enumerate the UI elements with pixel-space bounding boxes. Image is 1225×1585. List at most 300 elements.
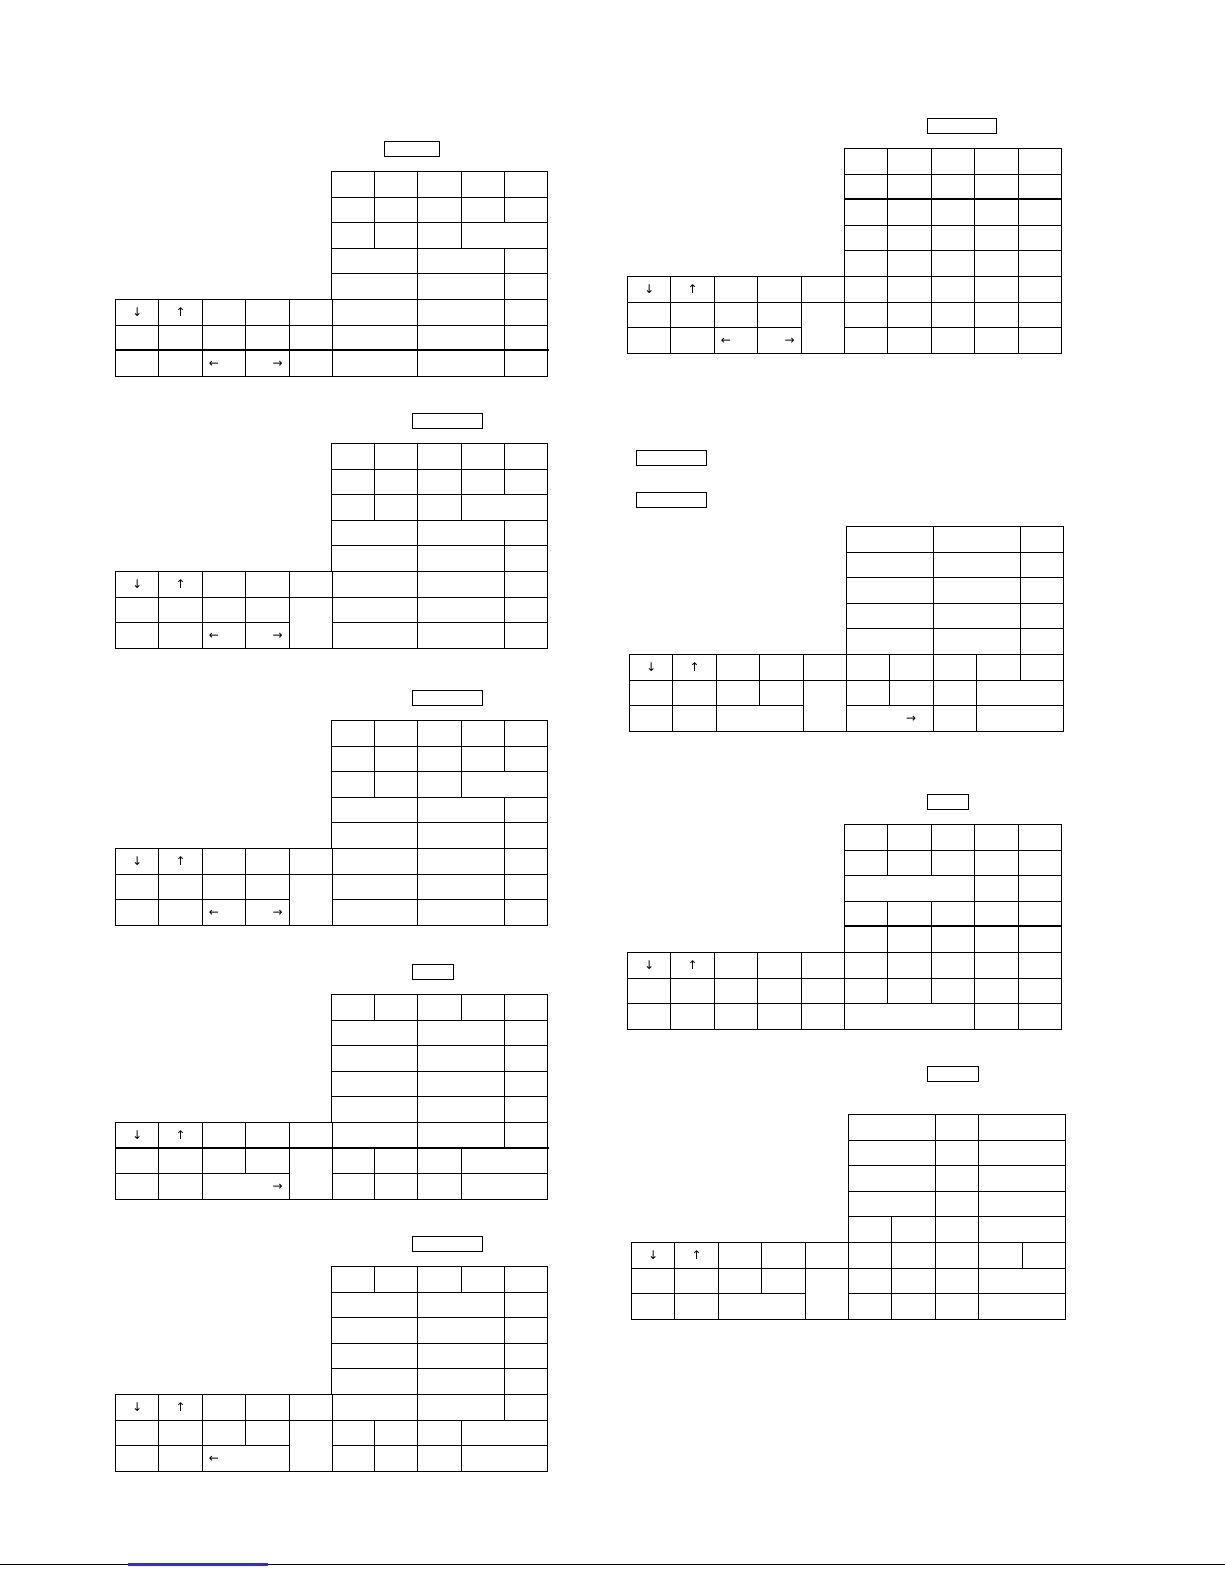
key-cell [245, 874, 289, 901]
key-cell [331, 899, 419, 926]
key-cell [504, 571, 548, 598]
key-cell [672, 705, 716, 732]
key-cell [887, 225, 931, 252]
diagram-label [412, 413, 483, 429]
key-cell [417, 822, 505, 849]
key-cell [331, 822, 419, 849]
key-cell [504, 797, 548, 824]
key-cell [848, 1191, 936, 1218]
key-cell [417, 171, 461, 198]
key-cell [848, 1293, 892, 1320]
key-cell [891, 1216, 935, 1243]
key-cell [202, 299, 246, 326]
key-cell [115, 1173, 159, 1200]
key-cell [202, 325, 246, 352]
key-cell [846, 526, 934, 553]
key-cell [331, 1368, 419, 1395]
key-cell [757, 952, 801, 979]
key-cell [504, 720, 548, 747]
key-cell [417, 1071, 505, 1098]
key-cell [331, 443, 375, 470]
key-cell [245, 571, 289, 598]
arrow-down-icon: ↓ [115, 1122, 159, 1149]
key-cell [887, 327, 931, 354]
key-cell [974, 952, 1018, 979]
key-cell [716, 680, 760, 707]
key-cell [714, 276, 758, 303]
key-cell [374, 994, 418, 1021]
key-cell [887, 926, 931, 953]
key-cell [844, 850, 888, 877]
key-cell [1022, 1242, 1066, 1269]
key-cell [504, 899, 548, 926]
key-cell [931, 302, 975, 329]
diagram-label [927, 794, 969, 810]
key-cell [115, 597, 159, 624]
key-cell [245, 325, 289, 352]
key-cell [374, 1148, 418, 1175]
key-cell [757, 1003, 801, 1030]
key-cell [1018, 199, 1062, 226]
key-cell [417, 520, 505, 547]
key-cell [331, 248, 419, 275]
key-cell [417, 597, 505, 624]
key-cell [674, 1293, 718, 1320]
key-cell [848, 1165, 936, 1192]
key-cell [331, 1420, 375, 1447]
key-cell [504, 874, 548, 901]
key-cell [331, 720, 375, 747]
key-cell [974, 1003, 1018, 1030]
key-cell [716, 705, 804, 732]
key-cell [289, 848, 333, 875]
diagram-label [927, 118, 997, 134]
key-cell [1020, 526, 1064, 553]
key-cell [417, 443, 461, 470]
arrow-up-icon: ↑ [672, 654, 716, 681]
key-cell [374, 746, 418, 773]
key-cell [887, 276, 931, 303]
key-cell [417, 325, 505, 352]
key-cell [759, 654, 803, 681]
key-cell [417, 622, 505, 649]
key-cell [331, 797, 419, 824]
key-cell [974, 850, 1018, 877]
diagram-label [636, 492, 707, 508]
key-cell [627, 978, 671, 1005]
key-cell [803, 680, 847, 732]
key-cell [889, 680, 933, 707]
key-cell [846, 603, 934, 630]
arrow-right-icon: → [245, 899, 289, 926]
key-cell [974, 276, 1018, 303]
key-cell [978, 1114, 1066, 1141]
key-cell [504, 1317, 548, 1344]
key-cell [931, 199, 975, 226]
key-cell [889, 654, 933, 681]
key-cell [331, 222, 375, 249]
key-cell [374, 469, 418, 496]
key-cell [801, 276, 845, 303]
key-cell [714, 952, 758, 979]
key-cell [1018, 174, 1062, 201]
key-cell [757, 302, 801, 329]
arrow-up-icon: ↑ [670, 952, 714, 979]
key-cell [887, 850, 931, 877]
arrow-down-icon: ↓ [627, 276, 671, 303]
arrow-right-icon: → [202, 1173, 290, 1200]
key-cell [417, 874, 505, 901]
key-cell [670, 302, 714, 329]
key-cell [974, 824, 1018, 851]
key-cell [978, 1268, 1066, 1295]
key-cell [461, 197, 505, 224]
divider-line [844, 198, 1061, 200]
key-cell [504, 469, 548, 496]
key-cell [331, 325, 419, 352]
key-cell [289, 874, 333, 926]
key-cell [331, 273, 419, 300]
key-cell [202, 597, 246, 624]
key-cell [504, 1266, 548, 1293]
key-cell [158, 1173, 202, 1200]
key-cell [801, 978, 845, 1005]
key-cell [331, 1173, 375, 1200]
key-cell [331, 1122, 419, 1149]
key-cell [331, 848, 419, 875]
key-cell [331, 469, 375, 496]
key-cell [1018, 901, 1062, 928]
arrow-up-icon: ↑ [158, 1122, 202, 1149]
key-cell [245, 1122, 289, 1149]
arrow-down-icon: ↓ [115, 299, 159, 326]
key-cell [504, 299, 548, 326]
key-cell [1018, 952, 1062, 979]
key-cell [1018, 850, 1062, 877]
key-cell [202, 1122, 246, 1149]
key-cell [115, 350, 159, 377]
key-cell [289, 571, 333, 598]
key-cell [461, 1148, 549, 1175]
key-cell [931, 276, 975, 303]
key-cell [417, 1020, 505, 1047]
key-cell [935, 1191, 979, 1218]
key-cell [331, 1148, 375, 1175]
key-cell [202, 1420, 246, 1447]
key-cell [844, 225, 888, 252]
key-cell [504, 520, 548, 547]
key-cell [374, 171, 418, 198]
key-cell [417, 197, 461, 224]
key-cell [848, 1114, 936, 1141]
key-cell [935, 1268, 979, 1295]
key-cell [844, 302, 888, 329]
arrow-down-icon: ↓ [115, 1394, 159, 1421]
key-cell [1020, 654, 1064, 681]
key-cell [933, 526, 1021, 553]
key-cell [974, 250, 1018, 277]
key-cell [245, 299, 289, 326]
key-cell [245, 1394, 289, 1421]
key-cell [761, 1242, 805, 1269]
key-cell [417, 1045, 505, 1072]
key-cell [1020, 552, 1064, 579]
key-cell [461, 1173, 549, 1200]
key-cell [846, 577, 934, 604]
key-cell [976, 705, 1064, 732]
key-cell [891, 1242, 935, 1269]
key-cell [504, 325, 548, 352]
key-cell [974, 327, 1018, 354]
key-cell [761, 1268, 805, 1295]
arrow-down-icon: ↓ [631, 1242, 675, 1269]
key-cell [504, 622, 548, 649]
key-cell [844, 199, 888, 226]
key-cell [504, 171, 548, 198]
key-cell [504, 1020, 548, 1047]
key-cell [331, 171, 375, 198]
arrow-right-icon: → [245, 622, 289, 649]
key-cell [331, 350, 419, 377]
key-cell [461, 720, 505, 747]
key-cell [1018, 875, 1062, 902]
key-cell [374, 1173, 418, 1200]
key-cell [801, 302, 845, 354]
key-cell [417, 797, 505, 824]
key-cell [974, 901, 1018, 928]
key-cell [887, 824, 931, 851]
key-cell [844, 875, 975, 902]
key-cell [461, 1445, 549, 1472]
key-cell [935, 1140, 979, 1167]
key-cell [978, 1293, 1066, 1320]
key-cell [757, 978, 801, 1005]
key-cell [331, 597, 419, 624]
key-cell [631, 1293, 675, 1320]
key-cell [417, 1122, 505, 1149]
key-cell [158, 1420, 202, 1447]
key-cell [417, 1317, 505, 1344]
key-cell [974, 174, 1018, 201]
key-cell [844, 250, 888, 277]
key-cell [331, 1317, 419, 1344]
key-cell [933, 705, 977, 732]
key-cell [846, 654, 890, 681]
key-cell [202, 1394, 246, 1421]
key-cell [331, 1045, 419, 1072]
key-cell [158, 350, 202, 377]
key-cell [670, 978, 714, 1005]
key-cell [674, 1268, 718, 1295]
key-cell [844, 824, 888, 851]
arrow-down-icon: ↓ [115, 848, 159, 875]
key-cell [844, 327, 888, 354]
key-cell [289, 1420, 333, 1472]
key-cell [417, 746, 461, 773]
key-cell [1018, 276, 1062, 303]
key-cell [974, 875, 1018, 902]
diagram-label [636, 450, 707, 466]
arrow-left-icon: ← [202, 899, 246, 926]
key-cell [805, 1242, 849, 1269]
key-cell [935, 1216, 979, 1243]
key-cell [417, 994, 461, 1021]
key-cell [931, 978, 975, 1005]
key-cell [670, 1003, 714, 1030]
key-cell [504, 822, 548, 849]
key-cell [504, 994, 548, 1021]
diagram-label [927, 1066, 979, 1082]
key-cell [974, 978, 1018, 1005]
key-cell [846, 628, 934, 655]
key-cell [844, 978, 888, 1005]
key-cell [504, 848, 548, 875]
key-cell [417, 1368, 505, 1395]
key-cell [504, 1394, 548, 1421]
key-cell [504, 1071, 548, 1098]
key-cell [331, 746, 375, 773]
key-cell [331, 299, 419, 326]
key-cell [417, 273, 505, 300]
key-cell [417, 720, 461, 747]
key-cell [331, 1394, 419, 1421]
key-cell [931, 225, 975, 252]
key-cell [627, 327, 671, 354]
key-cell [461, 222, 549, 249]
arrow-up-icon: ↑ [158, 571, 202, 598]
key-cell [801, 1003, 845, 1030]
key-cell [289, 597, 333, 649]
key-cell [331, 874, 419, 901]
key-cell [202, 1148, 246, 1175]
key-cell [504, 1368, 548, 1395]
key-cell [931, 926, 975, 953]
key-cell [504, 350, 548, 377]
key-cell [887, 174, 931, 201]
key-cell [1018, 250, 1062, 277]
key-cell [504, 1122, 548, 1149]
key-cell [417, 1096, 505, 1123]
key-cell [245, 597, 289, 624]
key-cell [844, 926, 888, 953]
key-cell [374, 720, 418, 747]
key-cell [933, 603, 1021, 630]
key-cell [461, 171, 505, 198]
key-cell [848, 1140, 936, 1167]
key-cell [848, 1268, 892, 1295]
diagram-label [412, 964, 454, 980]
key-cell [801, 952, 845, 979]
key-cell [844, 952, 888, 979]
key-cell [417, 222, 461, 249]
key-cell [504, 197, 548, 224]
key-cell [289, 1122, 333, 1149]
key-cell [374, 222, 418, 249]
key-cell [461, 1266, 505, 1293]
key-cell [374, 1266, 418, 1293]
key-cell [1018, 327, 1062, 354]
key-cell [848, 1216, 892, 1243]
key-cell [757, 276, 801, 303]
key-cell [974, 225, 1018, 252]
key-cell [1018, 225, 1062, 252]
key-cell [115, 622, 159, 649]
key-cell [289, 1148, 333, 1200]
key-cell [504, 746, 548, 773]
key-cell [887, 901, 931, 928]
key-cell [417, 771, 461, 798]
key-cell [158, 325, 202, 352]
key-cell [417, 1292, 505, 1319]
key-cell [115, 1148, 159, 1175]
key-cell [759, 680, 803, 707]
key-cell [848, 1242, 892, 1269]
key-cell [887, 978, 931, 1005]
key-cell [931, 174, 975, 201]
key-cell [1020, 603, 1064, 630]
key-cell [158, 899, 202, 926]
key-cell [289, 299, 333, 326]
key-cell [933, 552, 1021, 579]
key-cell [115, 899, 159, 926]
key-cell [115, 1420, 159, 1447]
key-cell [935, 1293, 979, 1320]
diagram-label [412, 1236, 483, 1252]
key-cell [374, 1445, 418, 1472]
arrow-left-icon: ← [202, 350, 246, 377]
key-cell [931, 850, 975, 877]
key-cell [331, 545, 419, 572]
key-cell [887, 250, 931, 277]
key-cell [1018, 148, 1062, 175]
key-cell [803, 654, 847, 681]
key-cell [933, 654, 977, 681]
key-cell [887, 148, 931, 175]
key-cell [417, 1173, 461, 1200]
arrow-left-icon: ← [202, 622, 246, 649]
key-cell [331, 1020, 419, 1047]
key-cell [627, 1003, 671, 1030]
key-cell [202, 571, 246, 598]
arrow-left-icon: ← [714, 327, 758, 354]
key-cell [158, 1148, 202, 1175]
key-cell [202, 848, 246, 875]
key-cell [115, 1445, 159, 1472]
key-cell [331, 1343, 419, 1370]
key-cell [629, 705, 673, 732]
key-cell [374, 197, 418, 224]
key-cell [718, 1268, 762, 1295]
key-cell [931, 327, 975, 354]
key-cell [245, 848, 289, 875]
key-cell [374, 443, 418, 470]
key-cell [331, 1096, 419, 1123]
key-cell [931, 901, 975, 928]
key-cell [670, 327, 714, 354]
key-cell [887, 302, 931, 329]
key-cell [504, 248, 548, 275]
key-cell [417, 1445, 461, 1472]
key-cell [887, 952, 931, 979]
key-cell [374, 1420, 418, 1447]
key-cell [417, 1420, 461, 1447]
arrow-up-icon: ↑ [674, 1242, 718, 1269]
arrow-up-icon: ↑ [158, 848, 202, 875]
arrow-right-icon: → [245, 350, 289, 377]
key-cell [158, 597, 202, 624]
key-cell [978, 1216, 1066, 1243]
key-cell [417, 248, 505, 275]
